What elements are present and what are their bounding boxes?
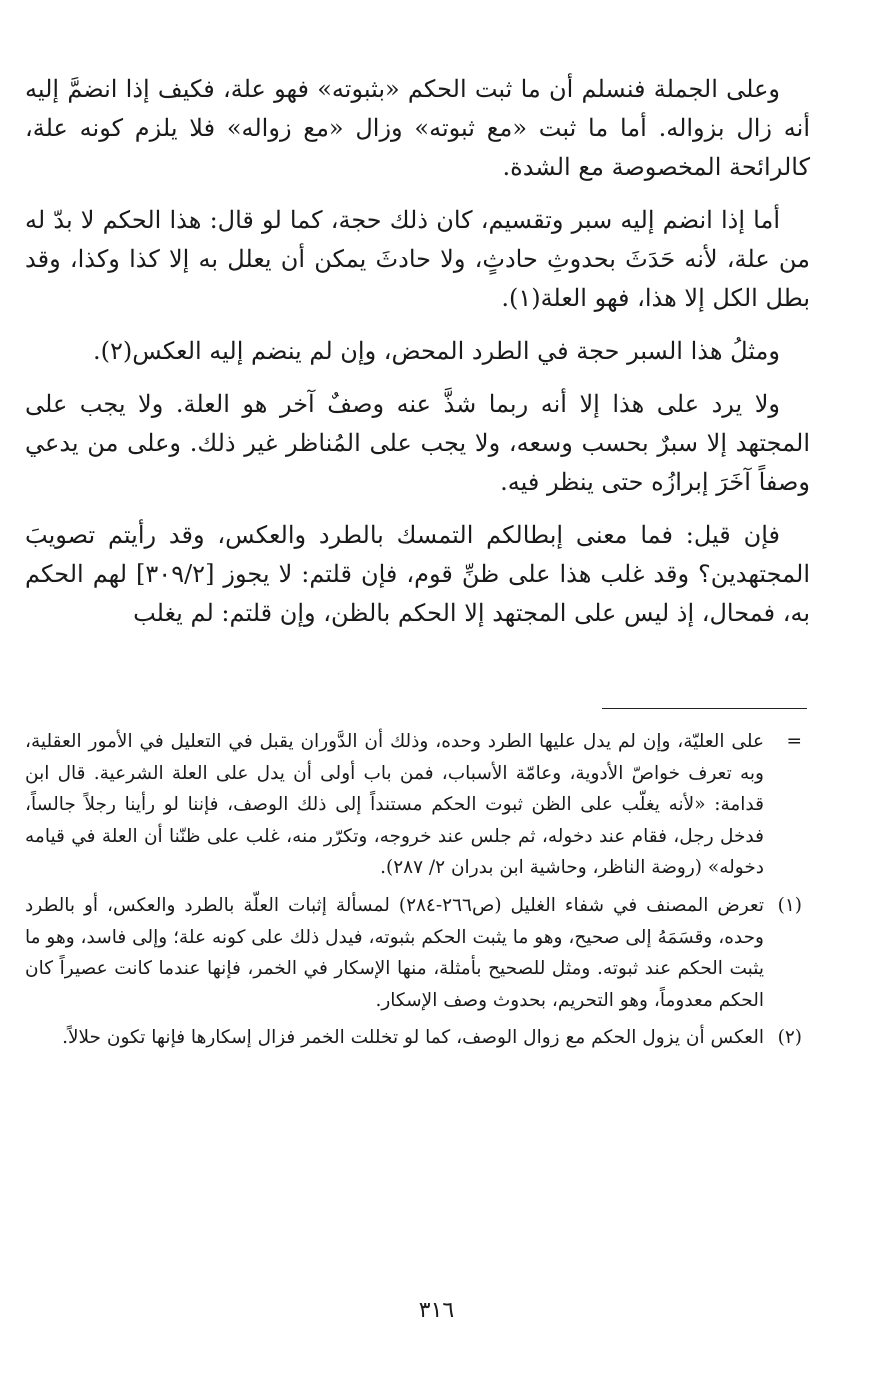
footnote-separator bbox=[602, 708, 807, 709]
main-body-text bbox=[25, 70, 810, 647]
paragraph-2: أما إذا انضم إليه سبر وتقسيم، كان ذلك حجة، كما لو قال: هذا الحكم لا بدّ له من علة، لأنه حَدَثَ بحدوثِ حادثٍ، ولا حادثَ يمكن أن يعلل به إلا كذا وكذا، وقد بطل الكل إلا هذا، فهو العلة(١). bbox=[25, 206, 810, 312]
paragraph-1: وعلى الجملة فنسلم أن ما ثبت الحكم «بثبوته» فهو علة، فكيف إذا انضمَّ إليه أنه زال بزواله. أما ما ثبت «مع ثبوته» وزال «مع زواله» فلا يلزم كونه علة، كالرائحة المخصوصة مع الشدة. bbox=[25, 75, 810, 181]
paragraph-3: ومثلُ هذا السبر حجة في الطرد المحض، وإن لم ينضم إليه العكس(٢). bbox=[93, 337, 780, 365]
footnote-text: تعرض المصنف في شفاء الغليل (ص٢٦٦-٢٨٤) لمسألة إثبات العلّة بالطرد والعكس، أو بالطرد وحده، وقسَمَهُ إلى صحيح، وهو ما يثبت الحكم بثبوته، فيدل ذلك على كونه علة؛ وإلى فاسد، وهو ما يثبت الحكم عند ثبوته. ومثل للصحيح بأمثلة، منها الإسكار في الخمر، فإنها عندما كانت عصيراً كان الحكم معدوماً، وهو التحريم، بحدوث وصف الإسكار. bbox=[25, 894, 764, 1011]
footnote-2 bbox=[25, 1022, 810, 1054]
footnote-text: على العليّة، وإن لم يدل عليها الطرد وحده، وذلك أن الدَّوران يقبل في التعليل في الأمور العقلية، وبه تعرف خواصّ الأدوية، وعامّة الأسباب، فمن باب أولى أن يدل على العلة الشرعية. قال ابن قدامة: «لأنه يغلّب على الظن ثبوت الحكم مستنداً إلى ذلك الوصف، فإننا لو رأينا رجلاً جالساً، فدخل رجل، فقام عند دخوله، ثم جلس عند خروجه، وتكرّر منه، غلب على ظنّنا أن العلة في قيامه دخوله» (روضة الناظر، وحاشية ابن بدران ٢/ ٢٨٧). bbox=[25, 731, 764, 879]
footnote-continued bbox=[25, 726, 810, 884]
page-number: ٣١٦ bbox=[418, 1298, 455, 1323]
paragraph-5: فإن قيل: فما معنى إبطالكم التمسك بالطرد والعكس، وقد رأيتم تصويبَ المجتهدين؟ وقد غلب هذا على ظنِّ قوم، فإن قلتم: لا يجوز [٣٠٩/٢] لهم الحكم به، فمحال، إذ ليس على المجتهد إلا الحكم بالظن، وإن قلتم: لم يغلب bbox=[25, 521, 810, 627]
footnote-text: العكس أن يزول الحكم مع زوال الوصف، كما لو تخللت الخمر فزال إسكارها فإنها تكون حلالاً. bbox=[62, 1027, 764, 1049]
footnotes-section bbox=[25, 726, 810, 1060]
footnote-1 bbox=[25, 890, 810, 1016]
footnote-marker: (١) bbox=[777, 894, 802, 916]
footnote-marker: = bbox=[786, 731, 802, 752]
paragraph-4: ولا يرد على هذا إلا أنه ربما شذَّ عنه وصفٌ آخر هو العلة. ولا يجب على المجتهد إلا سبرٌ بحسب وسعه، ولا يجب على المُناظر غير ذلك. وعلى من يدعي وصفاً آخَرَ إبرازُه حتى ينظر فيه. bbox=[25, 390, 810, 496]
footnote-marker: (٢) bbox=[777, 1027, 802, 1049]
